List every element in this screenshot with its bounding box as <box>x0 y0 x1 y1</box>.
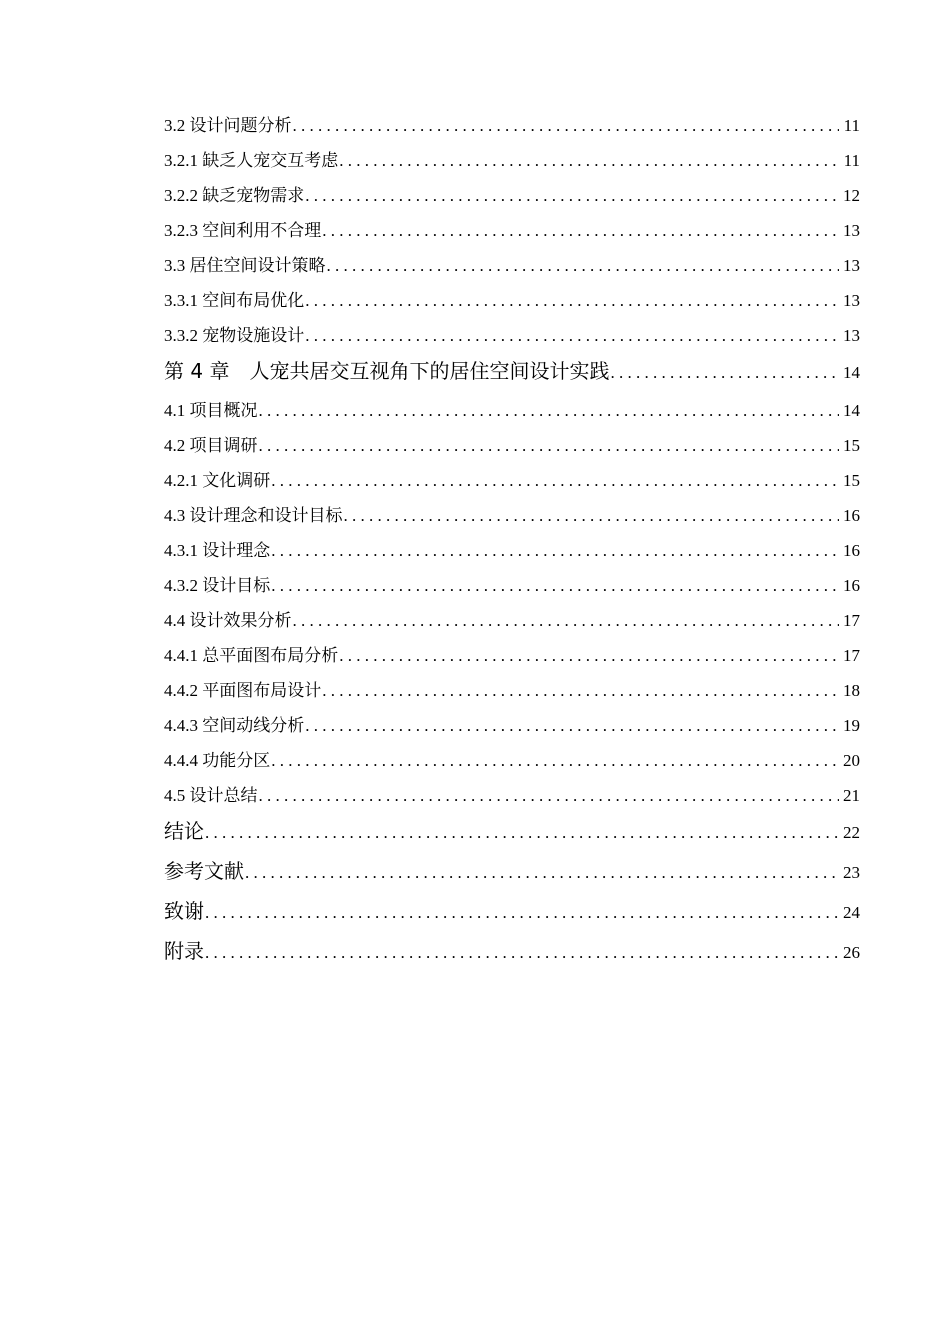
toc-page-number: 22 <box>843 823 860 842</box>
toc-dot-leader <box>293 608 840 634</box>
toc-page-number: 21 <box>843 786 860 805</box>
toc-entry-title: 4.2.1 文化调研 <box>164 471 271 490</box>
toc-page-number: 16 <box>843 576 860 595</box>
toc-dot-leader <box>259 783 840 809</box>
toc-page-number: 17 <box>843 611 860 630</box>
toc-entry-title: 3.2.3 空间利用不合理 <box>164 221 322 240</box>
toc-page-number: 15 <box>843 436 860 455</box>
toc-entry[interactable] <box>164 608 860 643</box>
toc-page-number: 12 <box>843 186 860 205</box>
toc-dot-leader <box>610 360 839 386</box>
toc-entry-title: 结论 <box>164 819 204 843</box>
toc-entry-title: 3.3.2 宠物设施设计 <box>164 326 305 345</box>
toc-entry-title: 3.2.2 缺乏宠物需求 <box>164 186 305 205</box>
toc-entry-title: 4.4.3 空间动线分析 <box>164 716 305 735</box>
toc-dot-leader <box>205 940 839 966</box>
toc-dot-leader <box>344 503 840 529</box>
toc-dot-leader <box>271 573 839 599</box>
toc-page-number: 17 <box>843 646 860 665</box>
toc-entry-title: 3.3.1 空间布局优化 <box>164 291 305 310</box>
toc-entry-title: 3.2 设计问题分析 <box>164 116 292 135</box>
toc-page-number: 13 <box>843 256 860 275</box>
toc-page-number: 15 <box>843 471 860 490</box>
toc-dot-leader <box>293 113 840 139</box>
toc-entry[interactable] <box>164 218 860 253</box>
toc-entry[interactable] <box>164 288 860 323</box>
toc-entry[interactable] <box>164 713 860 748</box>
toc-page-number: 19 <box>843 716 860 735</box>
toc-entry[interactable] <box>164 183 860 218</box>
toc-entry[interactable] <box>164 783 860 818</box>
toc-page-number: 24 <box>843 903 860 922</box>
toc-dot-leader <box>305 713 839 739</box>
toc-entry[interactable] <box>164 323 860 358</box>
toc-entry-title: 致谢 <box>164 899 204 923</box>
toc-entry-title: 4.3 设计理念和设计目标 <box>164 506 343 525</box>
toc-entry[interactable] <box>164 503 860 538</box>
toc-entry[interactable] <box>164 573 860 608</box>
toc-entry-title: 4.3.2 设计目标 <box>164 576 271 595</box>
toc-dot-leader <box>205 900 839 926</box>
toc-entry-title: 4.1 项目概况 <box>164 401 258 420</box>
toc-dot-leader <box>305 183 839 209</box>
toc-entry-title: 4.5 设计总结 <box>164 786 258 805</box>
toc-entry-title: 4.4.2 平面图布局设计 <box>164 681 322 700</box>
toc-page-number: 13 <box>843 291 860 310</box>
toc-entry[interactable] <box>164 113 860 148</box>
toc-entry[interactable] <box>164 253 860 288</box>
toc-page-number: 14 <box>843 363 860 382</box>
toc-entry-title: 3.3 居住空间设计策略 <box>164 256 326 275</box>
toc-dot-leader <box>322 678 839 704</box>
toc-dot-leader <box>205 820 839 846</box>
toc-dot-leader <box>259 433 840 459</box>
toc-page-number: 16 <box>843 541 860 560</box>
toc-dot-leader <box>245 860 839 886</box>
table-of-contents <box>164 113 860 978</box>
toc-entry-title: 4.4.1 总平面图布局分析 <box>164 646 339 665</box>
toc-chapter-entry[interactable] <box>164 858 860 898</box>
toc-entry-title: 3.2.1 缺乏人宠交互考虑 <box>164 151 339 170</box>
toc-entry[interactable] <box>164 643 860 678</box>
toc-dot-leader <box>339 643 839 669</box>
toc-dot-leader <box>271 468 839 494</box>
toc-page-number: 18 <box>843 681 860 700</box>
toc-dot-leader <box>305 288 839 314</box>
toc-entry-title: 4.3.1 设计理念 <box>164 541 271 560</box>
toc-entry[interactable] <box>164 468 860 503</box>
toc-page-number: 11 <box>843 116 860 135</box>
toc-entry[interactable] <box>164 148 860 183</box>
toc-chapter-entry[interactable] <box>164 818 860 858</box>
toc-page-number: 14 <box>843 401 860 420</box>
toc-entry-title: 4.4.4 功能分区 <box>164 751 271 770</box>
toc-dot-leader <box>327 253 840 279</box>
toc-dot-leader <box>339 148 839 174</box>
toc-dot-leader <box>305 323 839 349</box>
toc-entry-title: 参考文献 <box>164 859 244 883</box>
toc-entry[interactable] <box>164 538 860 573</box>
toc-entry-title: 第 4 章 人宠共居交互视角下的居住空间设计实践 <box>164 359 610 383</box>
toc-page-number: 11 <box>843 151 860 170</box>
toc-page-number: 13 <box>843 221 860 240</box>
toc-chapter-entry[interactable] <box>164 898 860 938</box>
toc-chapter-entry[interactable] <box>164 358 860 398</box>
toc-dot-leader <box>259 398 840 424</box>
toc-chapter-entry[interactable] <box>164 938 860 978</box>
toc-entry[interactable] <box>164 748 860 783</box>
toc-page-number: 23 <box>843 863 860 882</box>
toc-page-number: 16 <box>843 506 860 525</box>
toc-entry-title: 4.4 设计效果分析 <box>164 611 292 630</box>
toc-entry[interactable] <box>164 433 860 468</box>
toc-entry[interactable] <box>164 398 860 433</box>
toc-dot-leader <box>322 218 839 244</box>
toc-entry[interactable] <box>164 678 860 713</box>
toc-entry-title: 附录 <box>164 939 204 963</box>
toc-entry-title: 4.2 项目调研 <box>164 436 258 455</box>
toc-page-number: 26 <box>843 943 860 962</box>
toc-page-number: 13 <box>843 326 860 345</box>
toc-dot-leader <box>271 538 839 564</box>
toc-page-number: 20 <box>843 751 860 770</box>
toc-dot-leader <box>271 748 839 774</box>
